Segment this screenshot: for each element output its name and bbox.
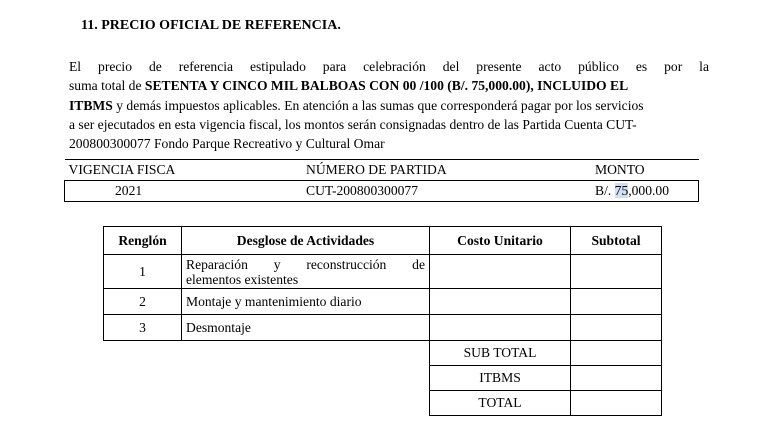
totals-row-total (104, 391, 662, 416)
activities-header (104, 227, 662, 255)
amount-in-words: SETENTA Y CINCO MIL BALBOAS CON 00 /100 (B/. 75,000.00), INCLUIDO EL (144, 78, 629, 94)
paragraph-line-1: El precio de referencia estipulado para celebración del presente acto público es por la (69, 59, 709, 74)
paragraph-line-3-text: y demás impuestos aplicables. En atención a las sumas que corresponderá pagar por los servicios (112, 97, 644, 113)
subtotal-cell (571, 289, 662, 315)
subtotal-cell (571, 255, 662, 289)
header-partida: NÚMERO DE PARTIDA (306, 160, 587, 181)
label-itbms: ITBMS (430, 366, 571, 391)
header-subtotal: Subtotal (571, 227, 662, 255)
totals-row-itbms (104, 366, 662, 391)
activity-description (182, 255, 430, 289)
header-desglose: Desglose de Actividades (182, 227, 430, 255)
value-total (571, 391, 662, 416)
unit-cost-cell (430, 255, 571, 289)
cell-year: 2021 (65, 181, 307, 202)
header-vigencia: VIGENCIA FISCA (65, 160, 307, 181)
subtotal-cell (571, 315, 662, 341)
table-row (104, 289, 662, 315)
header-costo-unitario: Costo Unitario (430, 227, 571, 255)
monto-suffix: ,000.00 (628, 183, 670, 198)
value-itbms (571, 366, 662, 391)
table-row (104, 315, 662, 341)
paragraph-line-5: 200800300077 Fondo Parque Recreativo y Cultural Omar (69, 136, 385, 152)
itbms-bold: ITBMS (69, 97, 113, 113)
value-sub-total (571, 341, 662, 366)
section-heading: 11. PRECIO OFICIAL DE REFERENCIA. (81, 18, 341, 33)
unit-cost-cell (430, 315, 571, 341)
totals-row-subtotal (104, 341, 662, 366)
paragraph-line-4: a ser ejecutados en esta vigencia fiscal, los montos serán consignadas dentro de las Partida Cuenta CUT- (69, 116, 637, 132)
paragraph-line-3 (69, 96, 709, 115)
budget-table-header (65, 160, 699, 181)
header-renglon: Renglón (104, 227, 182, 255)
cell-monto (587, 181, 699, 202)
row-number: 1 (104, 255, 182, 289)
paragraph-line-2-text: suma total de (69, 78, 145, 94)
budget-table (64, 159, 699, 202)
activities-table (103, 226, 662, 416)
activity-description: Desmontaje (182, 315, 430, 341)
monto-highlight: 75 (614, 183, 629, 198)
activity-line-a: Reparación y reconstrucción de (186, 256, 425, 272)
row-number: 2 (104, 289, 182, 315)
label-sub-total: SUB TOTAL (430, 341, 571, 366)
paragraph-line-2 (69, 76, 709, 95)
activity-description: Montaje y mantenimiento diario (182, 289, 430, 315)
header-monto: MONTO (587, 160, 699, 181)
cell-partida: CUT-200800300077 (306, 181, 587, 202)
unit-cost-cell (430, 289, 571, 315)
monto-prefix: B/. (595, 183, 615, 198)
activity-line-b: elementos existentes (186, 271, 299, 287)
row-number: 3 (104, 315, 182, 341)
budget-table-row (65, 181, 699, 202)
reference-price-paragraph (69, 57, 709, 153)
table-row (104, 255, 662, 289)
label-total: TOTAL (430, 391, 571, 416)
